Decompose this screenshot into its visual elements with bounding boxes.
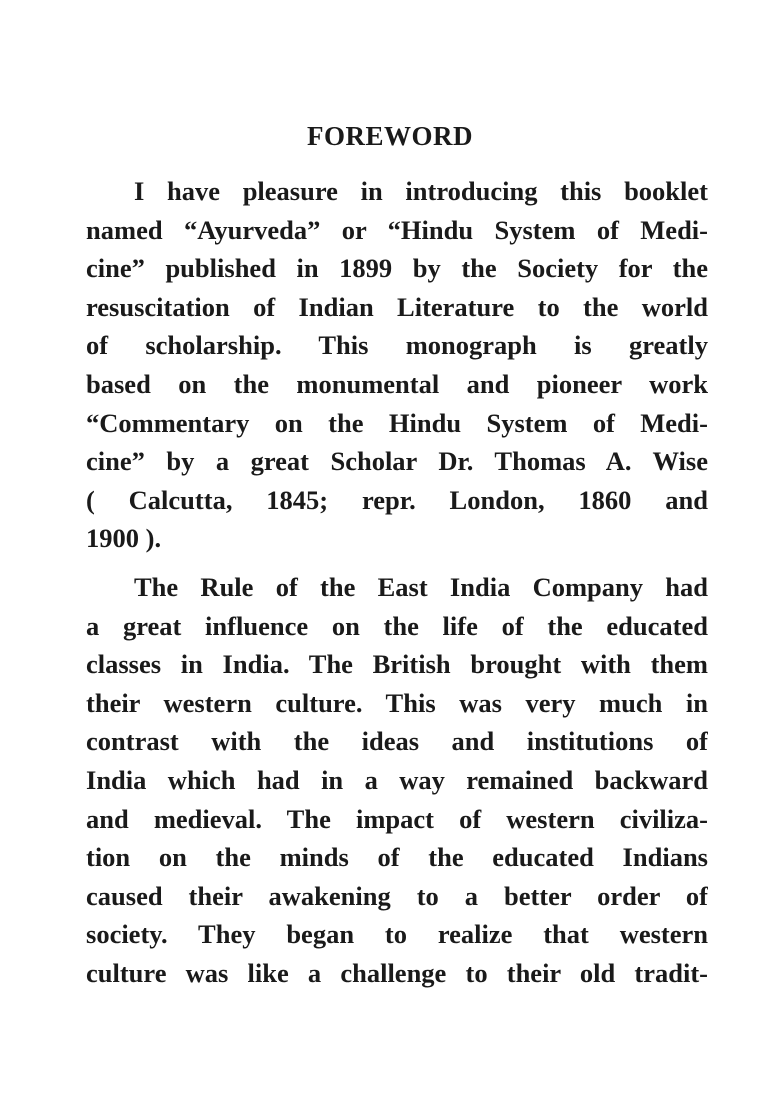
text-line: resuscitation of Indian Literature to the world [86, 291, 708, 322]
text-line: based on the monumental and pioneer work [86, 368, 708, 399]
text-line: caused their awakening to a better order of [86, 880, 708, 911]
text-line: a great influence on the life of the educated [86, 610, 708, 641]
text-line: tion on the minds of the educated Indians [86, 842, 708, 873]
paragraph-2 [86, 568, 708, 993]
text-line: contrast with the ideas and institutions of [86, 726, 708, 757]
text-line: classes in India. The British brought with them [86, 649, 708, 680]
text-line: and medieval. The impact of western civiliza- [86, 803, 708, 834]
text-line: their western culture. This was very much in [86, 687, 708, 718]
text-line: The Rule of the East India Company had [134, 572, 708, 602]
paragraph-1 [86, 172, 708, 558]
text-line: named “Ayurveda” or “Hindu System of Medi- [86, 214, 708, 245]
text-line: “Commentary on the Hindu System of Medi- [86, 407, 708, 438]
text-line: I have pleasure in introducing this booklet [134, 176, 708, 206]
text-line: ( Calcutta, 1845; repr. London, 1860 and [86, 484, 708, 515]
text-line: cine” published in 1899 by the Society for the [86, 253, 708, 284]
text-line: 1900 ). [86, 523, 162, 554]
page-title: FOREWORD [307, 121, 473, 151]
text-line: cine” by a great Scholar Dr. Thomas A. Wise [86, 446, 708, 477]
text-line: society. They began to realize that western [86, 919, 708, 950]
text-line: India which had in a way remained backward [86, 764, 708, 795]
text-line: of scholarship. This monograph is greatly [86, 330, 708, 361]
text-line: culture was like a challenge to their old tradit- [86, 957, 708, 988]
